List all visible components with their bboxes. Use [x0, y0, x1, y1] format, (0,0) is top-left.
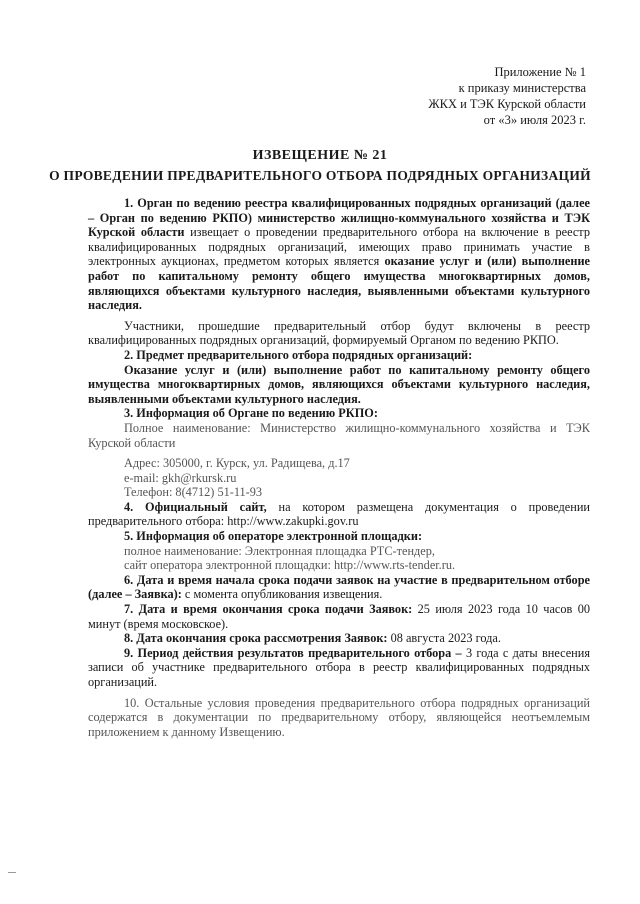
section-5-operator-site: сайт оператора электронной площадки: http://www.rts-tender.ru. — [124, 558, 456, 573]
section-5-operator-name: полное наименование: Электронная площадка РТС-тендер, — [124, 543, 435, 558]
section-6 — [88, 573, 590, 602]
section-9-text: 3 года с даты внесения записи об участнике предварительного отбора в реестр квалифицированных подрядных организаций. — [88, 645, 590, 689]
section-6-bold: 6. Дата и время начала срока подачи заявок на участие в предварительном отборе (далее – Заявка): — [88, 572, 590, 602]
section-3-full-name: Полное наименование: Министерство жилищно-коммунального хозяйства и ТЭК Курской области — [88, 420, 590, 450]
section-1-paragraph-2: Участники, прошедшие предварительный отбор будут включены в реестр квалифицированных подрядных организаций, формируемый Органом по ведению РКПО. — [88, 318, 590, 348]
appendix-line-1: Приложение № 1 — [494, 65, 586, 79]
section-7 — [88, 602, 590, 631]
section-2-heading: 2. Предмет предварительного отбора подрядных организаций: — [124, 347, 473, 362]
section-10: 10. Остальные условия проведения предварительного отбора подрядных организаций содержатся в документации по предварительному отбору, являющейся неотъемлемым приложением к данному Извещению. — [88, 695, 590, 739]
section-6-text: с момента опубликования извещения. — [181, 587, 383, 602]
section-1-bold-subject: оказание услуг и (или) выполнение работ по капитальному ремонту общего имущества многоквартирных домов, являющихся объектами культурного наследия, выявленными объектами культурного наследия. — [88, 254, 590, 313]
notice-subject-title: О ПРОВЕДЕНИИ ПРЕДВАРИТЕЛЬНОГО ОТБОРА ПОДРЯДНЫХ ОРГАНИЗАЦИЙ — [49, 168, 591, 183]
section-8-text: 08 августа 2023 года. — [387, 631, 501, 646]
section-4 — [88, 500, 590, 529]
notice-number-title: ИЗВЕЩЕНИЕ № 21 — [252, 148, 388, 163]
appendix-line-4: от «3» июля 2023 г. — [483, 113, 586, 127]
section-7-bold: 7. Дата и время окончания срока подачи Заявок: — [124, 602, 413, 617]
section-4-text: на котором размещена документация о проведении предварительного отбора: http://www.zakupki.gov.ru — [88, 499, 591, 529]
appendix-block — [376, 64, 586, 128]
section-1-bold: 1. Орган по ведению реестра квалифицированных подрядных организаций (далее – Орган по ведению РКПО) министерство жилищно-коммунального хозяйства и ТЭК Курской области — [88, 196, 590, 240]
section-9 — [88, 646, 590, 690]
section-1 — [88, 196, 590, 313]
section-5-heading: 5. Информация об операторе электронной площадки: — [124, 529, 423, 544]
notice-body — [88, 196, 590, 739]
scan-edge-mark — [8, 872, 16, 873]
appendix-line-2: к приказу министерства — [458, 81, 586, 95]
section-4-bold: 4. Официальный сайт, — [124, 499, 267, 514]
section-3-email: e-mail: gkh@rkursk.ru — [124, 470, 237, 485]
section-1-text: извещает о проведении предварительного отбора на включение в реестр квалифицированных подрядных организаций, имеющих право принимать участие в электронных аукционах, предметом которых является — [88, 225, 590, 269]
section-2-text: Оказание услуг и (или) выполнение работ по капитальному ремонту общего имущества многоквартирных домов, являющихся объектами культурного наследия, выявленными объектами культурного наследия. — [88, 362, 590, 406]
section-9-bold: 9. Период действия результатов предварительного отбора – — [124, 645, 462, 660]
appendix-line-3: ЖКХ и ТЭК Курской области — [428, 97, 586, 111]
section-3-phone: Телефон: 8(4712) 51-11-93 — [124, 485, 263, 500]
section-8 — [88, 631, 590, 646]
section-3-heading: 3. Информация об Органе по ведению РКПО: — [124, 406, 378, 421]
section-3-address: Адрес: 305000, г. Курск, ул. Радищева, д.17 — [124, 456, 350, 471]
section-8-bold: 8. Дата окончания срока рассмотрения Заявок: — [124, 631, 388, 646]
section-7-text: 25 июля 2023 года 10 часов 00 минут (время московское). — [88, 602, 590, 631]
